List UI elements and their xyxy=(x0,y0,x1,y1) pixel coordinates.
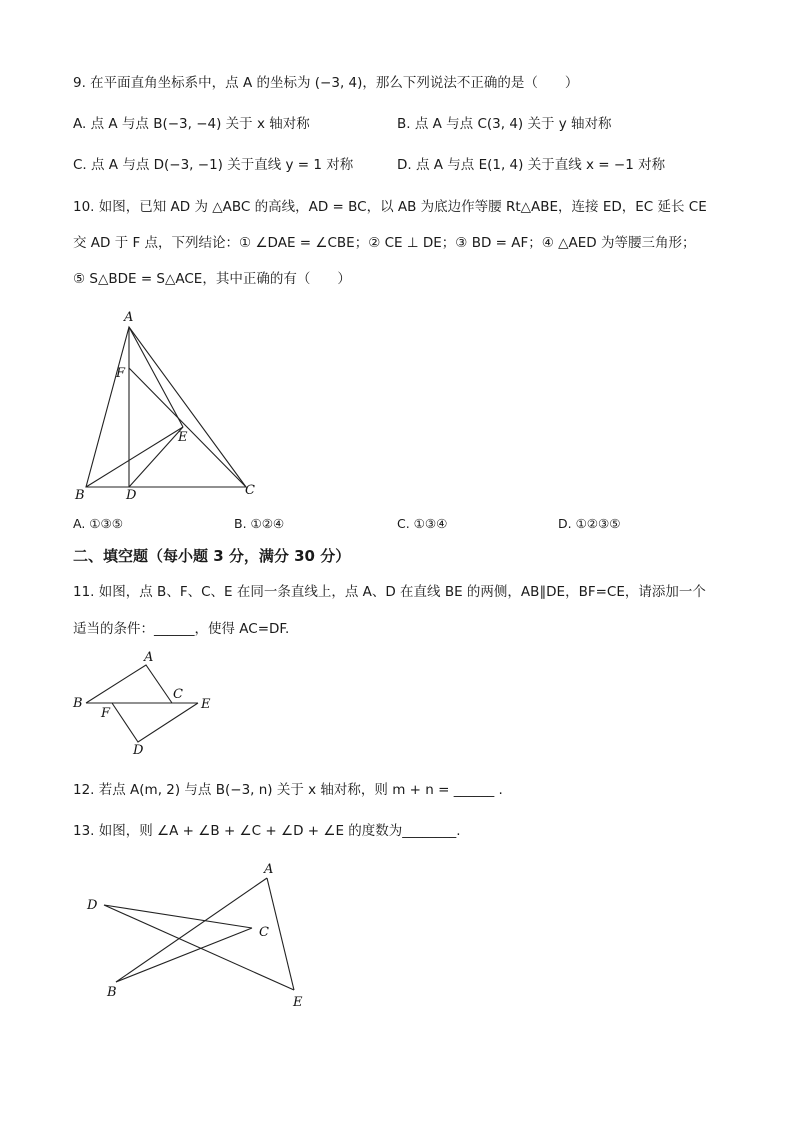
q9-option-c: C. 点 A 与点 D(−3, −1) 关于直线 y = 1 对称 xyxy=(73,157,354,173)
q10-stem-line3: ⑤ S△BDE = S△ACE，其中正确的有（ ） xyxy=(73,271,351,287)
q11-label-c: C xyxy=(173,687,183,702)
q13-text: 13. 如图，则 ∠A + ∠B + ∠C + ∠D + ∠E 的度数为________. xyxy=(73,823,461,839)
q10-label-e: E xyxy=(178,430,188,445)
q10-option-c: C. ①③④ xyxy=(397,516,448,531)
q9-option-d: D. 点 A 与点 E(1, 4) 关于直线 x = −1 对称 xyxy=(397,157,666,173)
segment-ab xyxy=(116,878,267,982)
q13-label-a: A xyxy=(264,862,274,877)
q11-line2: 适当的条件：______，使得 AC=DF. xyxy=(73,621,290,637)
q10-stem-line1: 10. 如图，已知 AD 为 △ABC 的高线，AD = BC，以 AB 为底边作等腰 Rt△ABE，连接 ED，EC 延长 CE xyxy=(73,199,707,215)
q13-label-b: B xyxy=(107,985,117,1000)
q10-option-b: B. ①②④ xyxy=(234,516,285,531)
segment-de xyxy=(104,905,294,990)
q10-label-f: F xyxy=(116,366,126,381)
q13-label-c: C xyxy=(259,925,269,940)
q9-stem: 9. 在平面直角坐标系中，点 A 的坐标为 (−3, 4)，那么下列说法不正确的是（ ） xyxy=(73,75,579,91)
q9-option-b: B. 点 A 与点 C(3, 4) 关于 y 轴对称 xyxy=(397,116,612,132)
q11-label-a: A xyxy=(144,650,154,665)
q11-label-d: D xyxy=(133,743,144,758)
q11-label-f: F xyxy=(101,706,111,721)
section-heading: 二、填空题（每小题 3 分，满分 30 分） xyxy=(73,547,351,565)
q10-label-d: D xyxy=(126,488,137,503)
q12-text: 12. 若点 A(m, 2) 与点 B(−3, n) 关于 x 轴对称，则 m + n = ______ . xyxy=(73,782,503,798)
q10-label-b: B xyxy=(75,488,85,503)
q11-line1: 11. 如图，点 B、F、C、E 在同一条直线上，点 A、D 在直线 BE 的两侧，AB∥DE，BF=CE，请添加一个 xyxy=(73,584,706,600)
q13-label-e: E xyxy=(293,995,303,1010)
segment-bc xyxy=(116,928,252,982)
q10-option-a: A. ①③⑤ xyxy=(73,516,123,531)
q11-label-e: E xyxy=(201,697,211,712)
q10-option-d: D. ①②③⑤ xyxy=(558,516,621,531)
q13-label-d: D xyxy=(87,898,98,913)
q10-label-a: A xyxy=(124,310,134,325)
q9-option-a: A. 点 A 与点 B(−3, −4) 关于 x 轴对称 xyxy=(73,116,310,132)
segment-ae xyxy=(267,878,294,990)
segment-dc xyxy=(104,905,252,928)
q10-stem-line2: 交 AD 于 F 点，下列结论：① ∠DAE = ∠CBE；② CE ⊥ DE；③ BD = AF；④ △AED 为等腰三角形； xyxy=(73,235,696,251)
q10-label-c: C xyxy=(245,483,255,498)
q11-label-b: B xyxy=(73,696,83,711)
